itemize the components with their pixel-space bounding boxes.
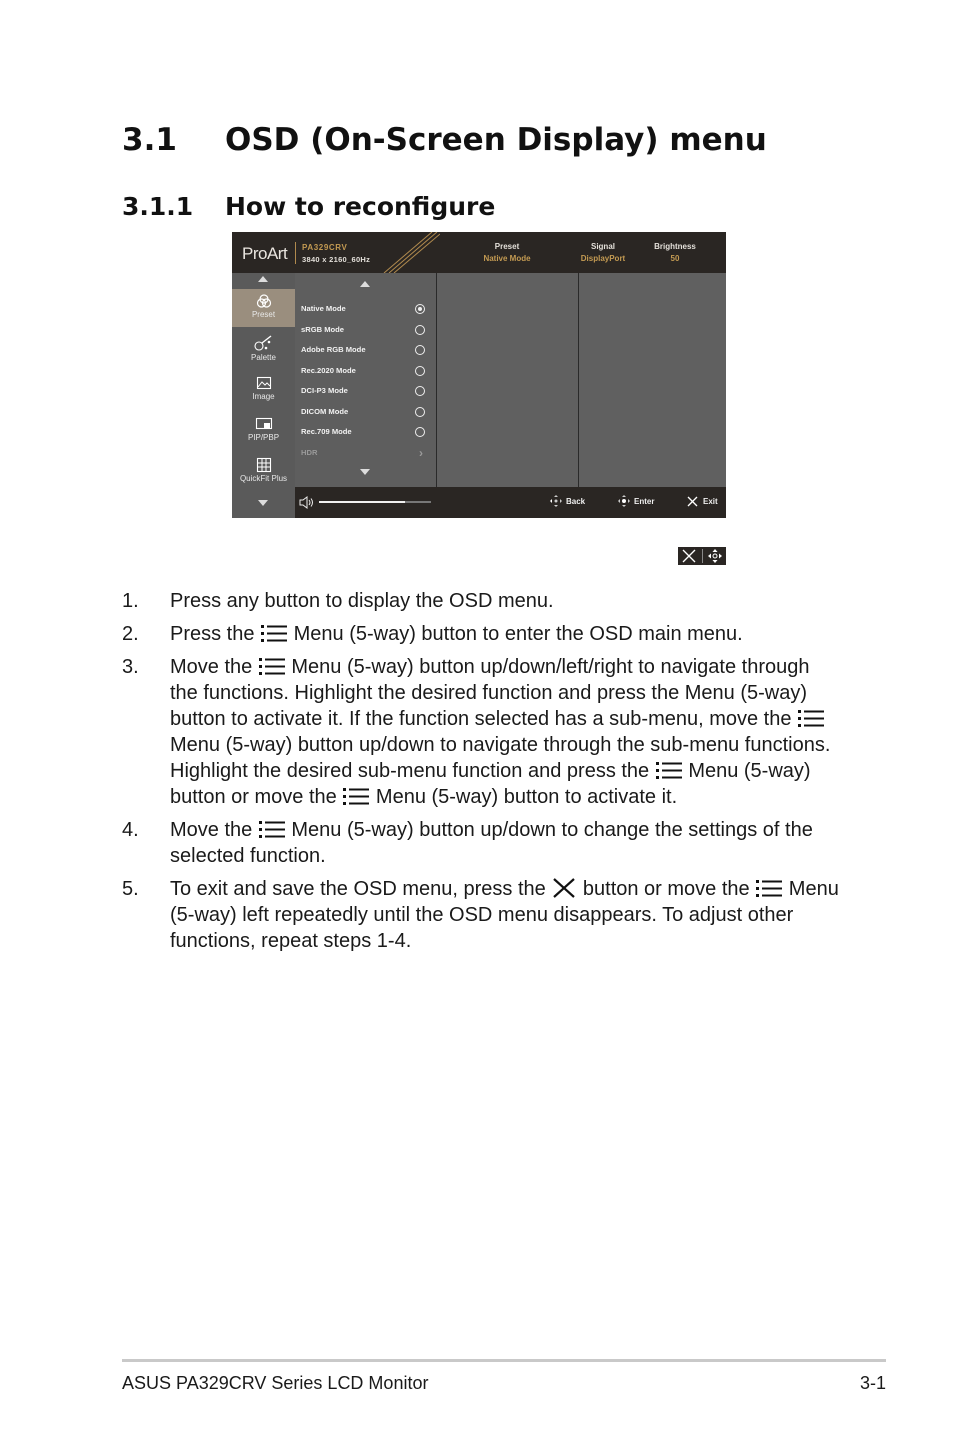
osd-header <box>232 232 726 273</box>
step-3: 3. Move the Menu (5-way) button up/down/left/right to navigate through the functions. Highlight the desired function and press the Menu (5-way) button to activate it. If the function selected has a sub-menu, move the Menu (5-way) button up/down to navigate through the sub-menu functions. Highlight the desired sub-menu function and press the Menu (5-way) button or move the Menu (5-way) button to activate it. <box>122 656 831 808</box>
status-signal: Signal DisplayPort <box>580 242 626 263</box>
mode-dicom[interactable]: DICOM Mode <box>301 404 431 420</box>
sidebar-item-quickfit-plus[interactable]: QuickFit Plus <box>232 453 295 491</box>
radio-icon <box>415 427 425 437</box>
radio-icon <box>415 345 425 355</box>
scroll-up-icon[interactable] <box>258 276 268 282</box>
model-name: PA329CRV <box>302 243 348 252</box>
sidebar-item-image[interactable]: Image <box>232 371 295 409</box>
palette-icon <box>254 334 274 352</box>
step-4: 4. Move the Menu (5-way) button up/down to change the settings of the selected function. <box>122 819 813 867</box>
sidebar-item-pip-pbp[interactable]: PIP/PBP <box>232 412 295 450</box>
decorative-slash <box>380 232 440 273</box>
menu-icon <box>797 708 825 728</box>
menu-icon <box>342 786 370 806</box>
quickfit-icon <box>256 457 272 473</box>
submenu-scroll-down-icon[interactable] <box>360 469 370 475</box>
enter-label: Enter <box>634 497 655 506</box>
menu-icon <box>655 760 683 780</box>
section-heading: 3.1 OSD (On-Screen Display) menu <box>122 122 767 158</box>
sidebar-item-palette[interactable]: Palette <box>232 330 295 368</box>
divider <box>295 242 296 264</box>
close-icon <box>551 878 577 898</box>
status-brightness: Brightness 50 <box>654 242 696 263</box>
pip-icon <box>255 416 273 432</box>
volume-level <box>319 501 405 503</box>
step-2: 2. Press the Menu (5-way) button to enter the OSD main menu. <box>122 623 743 645</box>
menu-icon <box>258 656 286 676</box>
footer-title: ASUS PA329CRV Series LCD Monitor <box>122 1373 429 1393</box>
divider <box>702 549 703 563</box>
close-icon <box>687 496 698 507</box>
step-1: 1. Press any button to display the OSD menu. <box>122 590 554 612</box>
volume-icon <box>299 496 315 509</box>
resolution: 3840 x 2160_60Hz <box>302 255 371 264</box>
five-way-key-icon <box>707 548 723 564</box>
osd-footer-bar <box>295 487 726 518</box>
exit-label: Exit <box>703 497 718 506</box>
instruction-list <box>122 588 842 961</box>
mode-rec709[interactable]: Rec.709 Mode <box>301 424 431 440</box>
mode-rec2020[interactable]: Rec.2020 Mode <box>301 363 431 379</box>
image-icon <box>256 375 272 391</box>
radio-selected-icon <box>415 304 425 314</box>
volume-slider[interactable] <box>319 501 431 503</box>
mode-adobe-rgb[interactable]: Adobe RGB Mode <box>301 342 431 358</box>
preset-icon <box>256 293 272 309</box>
menu-icon <box>260 623 288 643</box>
mode-dci-p3[interactable]: DCI-P3 Mode <box>301 383 431 399</box>
five-way-left-icon <box>549 494 563 508</box>
menu-icon <box>755 878 783 898</box>
close-button-icon <box>682 549 696 563</box>
back-label: Back <box>566 497 586 506</box>
preset-submenu <box>295 273 437 487</box>
mode-hdr[interactable]: HDR › <box>301 446 423 460</box>
page-number: 3-1 <box>859 1373 886 1393</box>
menu-icon <box>258 819 286 839</box>
status-preset: Preset Native Mode <box>483 242 531 263</box>
mode-srgb[interactable]: sRGB Mode <box>301 322 431 338</box>
osd-sidebar <box>232 273 295 518</box>
scroll-down-icon[interactable] <box>258 500 268 506</box>
monitor-keys <box>678 547 726 565</box>
step-5: 5. To exit and save the OSD menu, press the button or move the Menu (5-way) left repeatedly until the OSD menu disappears. To adjust other functions, repeat steps 1-4. <box>122 878 839 952</box>
radio-icon <box>415 325 425 335</box>
sidebar-item-preset[interactable]: Preset <box>232 289 295 327</box>
footer-divider <box>122 1359 886 1362</box>
subsection-heading: 3.1.1 How to reconfigure <box>122 192 496 221</box>
osd-column-empty <box>437 273 579 487</box>
submenu-scroll-up-icon[interactable] <box>360 281 370 287</box>
five-way-enter-icon <box>617 494 631 508</box>
radio-icon <box>415 366 425 376</box>
proart-logo: ProArt <box>242 244 288 263</box>
chevron-right-icon: › <box>419 446 423 460</box>
mode-native[interactable]: Native Mode <box>301 301 431 317</box>
osd-screenshot <box>232 232 726 518</box>
radio-icon <box>415 407 425 417</box>
osd-column-empty <box>579 273 726 487</box>
radio-icon <box>415 386 425 396</box>
